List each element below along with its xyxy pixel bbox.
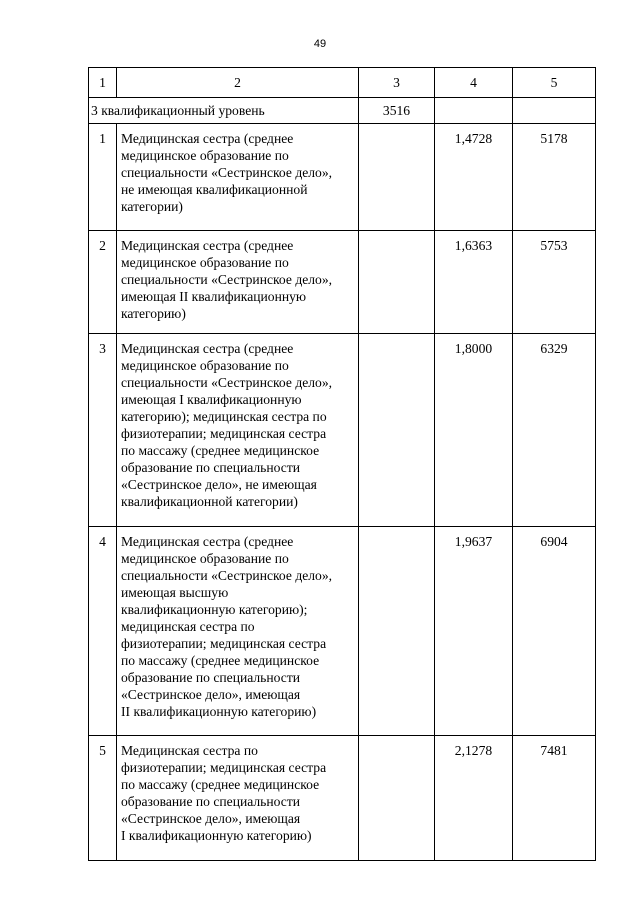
description-line: медицинское образование по	[121, 148, 289, 163]
page-number: 49	[313, 38, 327, 50]
code-cell	[359, 124, 435, 231]
description-line: физиотерапии; медицинская сестра	[121, 636, 327, 651]
description-line: физиотерапии; медицинская сестра	[121, 760, 327, 775]
position-description	[117, 124, 359, 231]
salary-cell: 5753	[513, 231, 596, 334]
description-line: категории)	[121, 199, 183, 214]
description-line: квалификационной категории)	[121, 494, 298, 509]
coefficient-cell: 1,8000	[435, 334, 513, 527]
salary-cell: 6904	[513, 527, 596, 736]
code-cell	[359, 527, 435, 736]
description-line: имеющая I квалификационную	[121, 392, 302, 407]
description-line: «Сестринское дело», имеющая	[121, 687, 301, 702]
coefficient-cell: 1,4728	[435, 124, 513, 231]
description-line: II квалификационную категорию)	[121, 704, 317, 719]
position-description	[117, 334, 359, 527]
description-line: Медицинская сестра (среднее	[121, 238, 294, 253]
description-line: специальности «Сестринское дело»,	[121, 165, 333, 180]
table-row	[89, 231, 596, 334]
description-line: Медицинская сестра (среднее	[121, 534, 294, 549]
description-line: специальности «Сестринское дело»,	[121, 272, 333, 287]
code-cell	[359, 736, 435, 861]
description-line: медицинская сестра по	[121, 619, 255, 634]
description-line: специальности «Сестринское дело»,	[121, 375, 333, 390]
description-line: медицинское образование по	[121, 255, 289, 270]
qualification-level-label: 3 квалификационный уровень	[89, 98, 359, 124]
description-line: по массажу (среднее медицинское	[121, 777, 320, 792]
position-description	[117, 736, 359, 861]
row-number: 3	[89, 334, 117, 527]
column-header: 5	[513, 68, 596, 98]
salary-cell: 7481	[513, 736, 596, 861]
description-line: специальности «Сестринское дело»,	[121, 568, 333, 583]
column-header: 1	[89, 68, 117, 98]
description-line: по массажу (среднее медицинское	[121, 653, 320, 668]
row-number: 5	[89, 736, 117, 861]
position-description	[117, 231, 359, 334]
description-line: «Сестринское дело», не имеющая	[121, 477, 317, 492]
description-line: квалификационную категорию);	[121, 602, 308, 617]
row-number: 4	[89, 527, 117, 736]
position-description	[117, 527, 359, 736]
code-cell	[359, 231, 435, 334]
description-line: I квалификационную категорию)	[121, 828, 312, 843]
table-row	[89, 527, 596, 736]
description-line: Медицинская сестра (среднее	[121, 341, 294, 356]
empty-cell	[513, 98, 596, 124]
description-line: имеющая высшую	[121, 585, 229, 600]
table-row	[89, 334, 596, 527]
description-line: медицинское образование по	[121, 358, 289, 373]
description-line: категорию)	[121, 306, 186, 321]
column-header: 3	[359, 68, 435, 98]
qualification-table	[88, 67, 596, 861]
description-line: физиотерапии; медицинская сестра	[121, 426, 327, 441]
row-number: 1	[89, 124, 117, 231]
description-line: Медицинская сестра по	[121, 743, 258, 758]
qualification-level-code: 3516	[359, 98, 435, 124]
description-line: имеющая II квалификационную	[121, 289, 307, 304]
table-row	[89, 736, 596, 861]
row-number: 2	[89, 231, 117, 334]
description-line: образование по специальности	[121, 460, 301, 475]
table-row	[89, 124, 596, 231]
salary-cell: 5178	[513, 124, 596, 231]
coefficient-cell: 2,1278	[435, 736, 513, 861]
description-line: категорию); медицинская сестра по	[121, 409, 327, 424]
description-line: «Сестринское дело», имеющая	[121, 811, 301, 826]
description-line: образование по специальности	[121, 670, 301, 685]
description-line: по массажу (среднее медицинское	[121, 443, 320, 458]
description-line: Медицинская сестра (среднее	[121, 131, 294, 146]
description-line: медицинское образование по	[121, 551, 289, 566]
description-line: не имеющая квалификационной	[121, 182, 308, 197]
column-header: 4	[435, 68, 513, 98]
description-line: образование по специальности	[121, 794, 301, 809]
coefficient-cell: 1,6363	[435, 231, 513, 334]
qualification-level-row	[89, 98, 596, 124]
code-cell	[359, 334, 435, 527]
coefficient-cell: 1,9637	[435, 527, 513, 736]
empty-cell	[435, 98, 513, 124]
table-header-row	[89, 68, 596, 98]
column-header: 2	[117, 68, 359, 98]
salary-cell: 6329	[513, 334, 596, 527]
